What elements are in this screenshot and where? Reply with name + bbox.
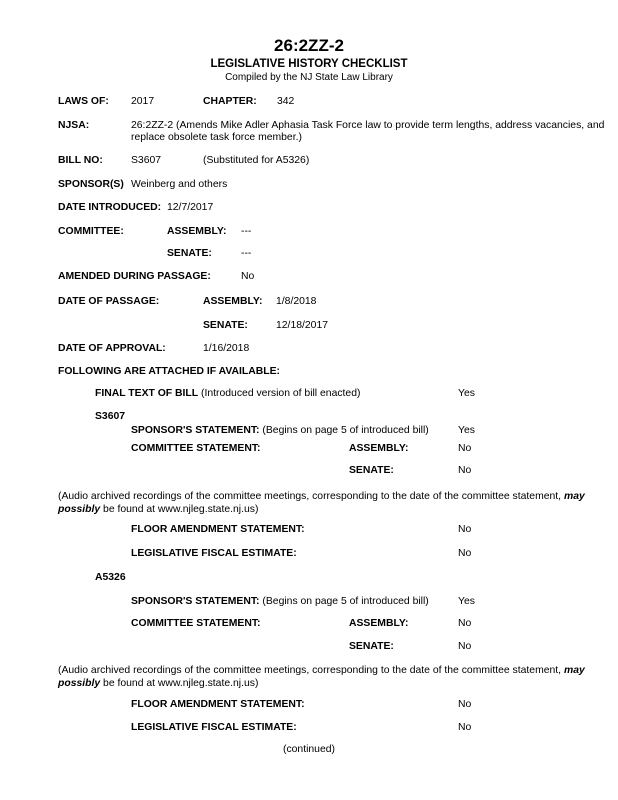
s3607-audio-note xyxy=(58,490,603,516)
a5326-audio-post: be found at www.njleg.state.nj.us) xyxy=(103,678,259,689)
s3607-sponsor-label: SPONSOR'S STATEMENT: xyxy=(131,425,260,436)
laws-of-value: 2017 xyxy=(131,96,155,107)
passage-senate-label: SENATE: xyxy=(203,320,248,331)
chapter-value: 342 xyxy=(277,96,295,107)
a5326-heading: A5326 xyxy=(95,572,126,583)
s3607-senate-value: No xyxy=(458,465,472,476)
njsa-line-1: 26:2ZZ-2 (Amends Mike Adler Aphasia Task Force law to provide term lengths, address vacancies, and xyxy=(131,120,605,131)
s3607-floor-label: FLOOR AMENDMENT STATEMENT: xyxy=(131,524,305,535)
a5326-floor-label: FLOOR AMENDMENT STATEMENT: xyxy=(131,699,305,710)
bill-no-note: (Substituted for A5326) xyxy=(203,155,310,166)
amended-label: AMENDED DURING PASSAGE: xyxy=(58,271,211,282)
s3607-heading: S3607 xyxy=(95,411,126,422)
a5326-audio-em: may possibly xyxy=(58,665,585,689)
a5326-floor-value: No xyxy=(458,699,472,710)
final-text-note: (Introduced version of bill enacted) xyxy=(201,388,361,399)
sponsors-value: Weinberg and others xyxy=(131,179,228,190)
a5326-fiscal-label: LEGISLATIVE FISCAL ESTIMATE: xyxy=(131,722,297,733)
final-text-row xyxy=(95,388,360,399)
passage-senate-value: 12/18/2017 xyxy=(276,320,329,331)
a5326-sponsor-label: SPONSOR'S STATEMENT: xyxy=(131,596,260,607)
committee-assembly-value: --- xyxy=(241,226,252,237)
a5326-audio-pre: (Audio archived recordings of the committee meetings, corresponding to the date of the committee statement, xyxy=(58,665,562,676)
a5326-assembly-value: No xyxy=(458,618,472,629)
s3607-floor-value: No xyxy=(458,524,472,535)
doc-title: 26:2ZZ-2 xyxy=(274,36,344,55)
passage-assembly-value: 1/8/2018 xyxy=(276,296,317,307)
laws-of-label: LAWS OF: xyxy=(58,96,109,107)
a5326-audio-note xyxy=(58,664,603,690)
committee-senate-label: SENATE: xyxy=(167,248,212,259)
continued-note: (continued) xyxy=(283,744,335,755)
committee-label: COMMITTEE: xyxy=(58,226,124,237)
a5326-committee-label: COMMITTEE STATEMENT: xyxy=(131,618,261,629)
a5326-sponsor-note: (Begins on page 5 of introduced bill) xyxy=(262,596,429,607)
committee-senate-value: --- xyxy=(241,248,252,259)
s3607-senate-label: SENATE: xyxy=(349,465,394,476)
approval-value: 1/16/2018 xyxy=(203,343,250,354)
s3607-assembly-label: ASSEMBLY: xyxy=(349,443,409,454)
compiled-by: Compiled by the NJ State Law Library xyxy=(225,72,393,83)
chapter-label: CHAPTER: xyxy=(203,96,257,107)
a5326-sponsor-value: Yes xyxy=(458,596,475,607)
bill-no-value: S3607 xyxy=(131,155,162,166)
s3607-sponsor-note: (Begins on page 5 of introduced bill) xyxy=(262,425,429,436)
following-label: FOLLOWING ARE ATTACHED IF AVAILABLE: xyxy=(58,366,281,377)
a5326-senate-label: SENATE: xyxy=(349,641,394,652)
s3607-sponsor-value: Yes xyxy=(458,425,475,436)
final-text-value: Yes xyxy=(458,388,475,399)
committee-assembly-label: ASSEMBLY: xyxy=(167,226,227,237)
amended-value: No xyxy=(241,271,255,282)
s3607-fiscal-value: No xyxy=(458,548,472,559)
date-introduced-label: DATE INTRODUCED: xyxy=(58,202,162,213)
s3607-assembly-value: No xyxy=(458,443,472,454)
a5326-fiscal-value: No xyxy=(458,722,472,733)
s3607-audio-post: be found at www.njleg.state.nj.us) xyxy=(103,504,259,515)
bill-no-label: BILL NO: xyxy=(58,155,103,166)
a5326-assembly-label: ASSEMBLY: xyxy=(349,618,409,629)
approval-label: DATE OF APPROVAL: xyxy=(58,343,166,354)
passage-assembly-label: ASSEMBLY: xyxy=(203,296,263,307)
njsa-label: NJSA: xyxy=(58,120,90,131)
doc-subtitle: LEGISLATIVE HISTORY CHECKLIST xyxy=(210,58,408,70)
s3607-audio-em: may possibly xyxy=(58,491,585,515)
final-text-label: FINAL TEXT OF BILL xyxy=(95,388,199,399)
a5326-senate-value: No xyxy=(458,641,472,652)
s3607-committee-label: COMMITTEE STATEMENT: xyxy=(131,443,261,454)
s3607-sponsor-row xyxy=(131,425,429,436)
a5326-sponsor-row xyxy=(131,596,429,607)
s3607-audio-pre: (Audio archived recordings of the committee meetings, corresponding to the date of the committee statement, xyxy=(58,491,562,502)
date-introduced-value: 12/7/2017 xyxy=(167,202,214,213)
njsa-line-2: replace obsolete task force member.) xyxy=(131,132,302,143)
sponsors-label: SPONSOR(S) xyxy=(58,179,124,190)
s3607-fiscal-label: LEGISLATIVE FISCAL ESTIMATE: xyxy=(131,548,297,559)
passage-label: DATE OF PASSAGE: xyxy=(58,296,160,307)
